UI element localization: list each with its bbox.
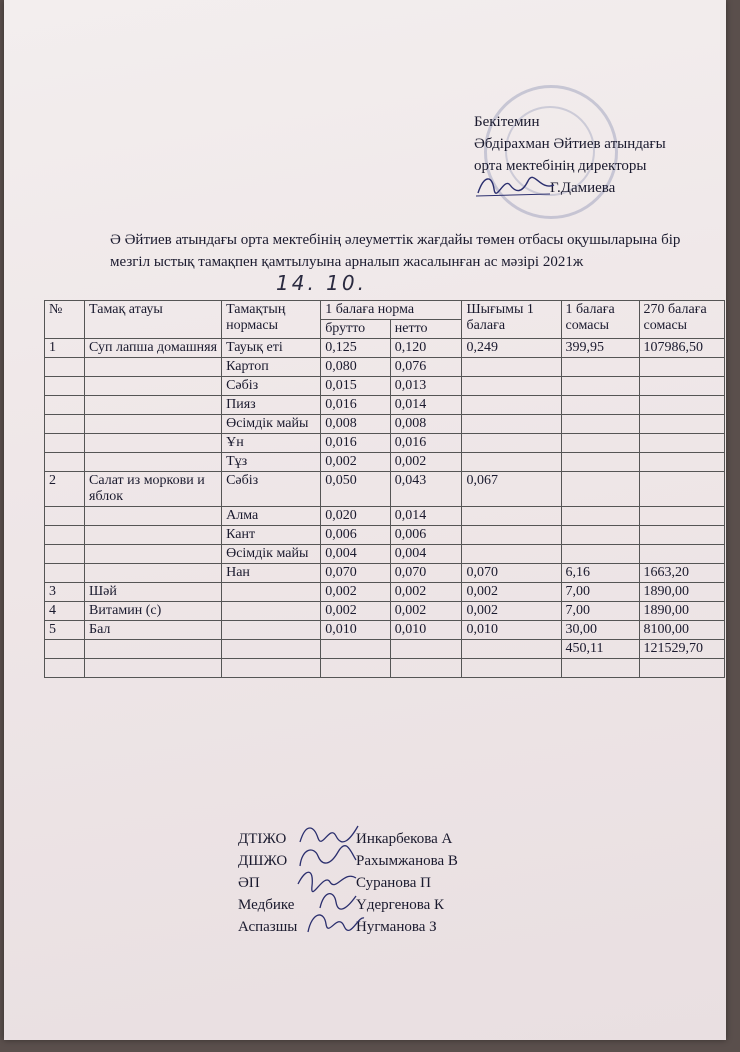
cell-yield [462,453,561,472]
cell-dish-name [85,526,222,545]
cell-dish-name: Салат из моркови и яблок [85,472,222,507]
cell-brutto: 0,006 [321,526,391,545]
document-page [4,0,726,1040]
cell-yield: 0,070 [462,564,561,583]
cell-dish-name [85,640,222,659]
table-row [45,583,725,602]
staff-role: Аспазшы [238,919,298,935]
cell-yield: 0,067 [462,472,561,507]
cell-netto: 0,006 [390,526,462,545]
staff-role: ӘП [238,875,260,891]
cell-yield: 0,002 [462,602,561,621]
cell-yield: 0,249 [462,339,561,358]
cell-yield: 0,010 [462,621,561,640]
cell-ingredient: Алма [222,507,321,526]
document-title: Ә Әйтиев атындағы орта мектебінің әлеуметтік жағдайы төмен отбасы оқушыларына бір мезгіл ыстық тамақпен қамтылуына арналып жасалынған ас мәзірі 2021ж [110,232,681,270]
cell-sum-270: 1890,00 [639,583,724,602]
cell-number [45,434,85,453]
table-row [45,434,725,453]
table-row [45,453,725,472]
cell-brutto: 0,125 [321,339,391,358]
staff-row [238,850,538,872]
cell-sum-270: 8100,00 [639,621,724,640]
cell-netto: 0,014 [390,396,462,415]
cell-number [45,640,85,659]
cell-sum-270 [639,545,724,564]
header-dish-name: Тамақ атауы [85,301,222,339]
table-row [45,339,725,358]
cell-ingredient [222,621,321,640]
staff-row [238,828,538,850]
table-row [45,396,725,415]
cell-sum-one [561,396,639,415]
staff-signatures [238,828,538,938]
header-child-norm: 1 балаға норма [321,301,462,320]
cell-ingredient: Өсімдік майы [222,415,321,434]
cell-sum-270 [639,358,724,377]
cell-number [45,564,85,583]
table-row [45,659,725,678]
cell-ingredient [222,583,321,602]
table-row [45,526,725,545]
cell-sum-one: 6,16 [561,564,639,583]
cell-brutto: 0,015 [321,377,391,396]
cell-ingredient: Тұз [222,453,321,472]
cell-number [45,358,85,377]
table-row [45,472,725,507]
cell-number: 4 [45,602,85,621]
cell-ingredient [222,659,321,678]
director-signature [474,171,556,201]
header-brutto: брутто [321,320,391,339]
approval-line-3: орта мектебінің директоры [474,158,647,174]
cell-netto: 0,004 [390,545,462,564]
cell-yield [462,507,561,526]
staff-role: ДШЖО [238,853,288,869]
table-row [45,358,725,377]
cell-ingredient [222,602,321,621]
cell-ingredient: Ұн [222,434,321,453]
staff-name: Суранова П [356,875,431,891]
table-row [45,507,725,526]
director-name: Г.Дамиева [550,180,616,196]
cell-netto: 0,120 [390,339,462,358]
cell-sum-270: 1890,00 [639,602,724,621]
cell-ingredient: Нан [222,564,321,583]
cell-sum-one [561,545,639,564]
header-sum-one: 1 балаға сомасы [561,301,639,339]
table-row [45,545,725,564]
handwritten-date: 14. 10. [276,271,367,295]
cell-dish-name: Шәй [85,583,222,602]
cell-sum-270 [639,659,724,678]
cell-dish-name [85,377,222,396]
cell-sum-270: 121529,70 [639,640,724,659]
cell-brutto: 0,080 [321,358,391,377]
cell-dish-name [85,358,222,377]
cell-sum-one [561,507,639,526]
approval-line-1: Бекітемин [474,114,540,130]
cell-dish-name [85,396,222,415]
cell-netto: 0,014 [390,507,462,526]
table-row [45,415,725,434]
cell-number [45,453,85,472]
cell-sum-270: 107986,50 [639,339,724,358]
staff-role: Медбике [238,897,295,913]
cell-netto: 0,010 [390,621,462,640]
cell-yield [462,358,561,377]
cell-brutto: 0,070 [321,564,391,583]
cell-number [45,396,85,415]
cell-ingredient: Тауық еті [222,339,321,358]
cell-sum-one: 7,00 [561,602,639,621]
header-number: № [45,301,85,339]
cell-number: 3 [45,583,85,602]
cell-ingredient: Пияз [222,396,321,415]
cell-sum-one [561,526,639,545]
cell-brutto: 0,016 [321,434,391,453]
cell-sum-270 [639,526,724,545]
cell-number: 2 [45,472,85,507]
cell-ingredient: Кант [222,526,321,545]
staff-row [238,916,538,938]
cell-ingredient: Өсімдік майы [222,545,321,564]
cell-brutto: 0,008 [321,415,391,434]
cell-dish-name: Бал [85,621,222,640]
cell-sum-one: 399,95 [561,339,639,358]
cell-yield [462,526,561,545]
cell-sum-270 [639,377,724,396]
table-row [45,602,725,621]
staff-name: Үдергенова К [356,897,445,913]
menu-table [44,300,725,678]
staff-role: ДТІЖО [238,831,287,847]
cell-sum-one [561,377,639,396]
cell-sum-270 [639,434,724,453]
staff-name: Рахымжанова В [356,853,458,869]
cell-brutto: 0,016 [321,396,391,415]
cell-sum-270 [639,415,724,434]
cell-dish-name [85,564,222,583]
cell-netto [390,640,462,659]
cell-number [45,415,85,434]
cell-yield [462,396,561,415]
cell-yield [462,434,561,453]
staff-signature [302,906,368,938]
cell-ingredient: Сәбіз [222,472,321,507]
table-row [45,621,725,640]
cell-netto: 0,076 [390,358,462,377]
table-row [45,640,725,659]
cell-netto: 0,043 [390,472,462,507]
cell-yield [462,659,561,678]
cell-number: 1 [45,339,85,358]
cell-yield [462,545,561,564]
cell-sum-one: 450,11 [561,640,639,659]
cell-dish-name [85,507,222,526]
staff-row [238,872,538,894]
cell-netto: 0,016 [390,434,462,453]
cell-sum-270 [639,396,724,415]
cell-brutto: 0,004 [321,545,391,564]
cell-sum-270 [639,472,724,507]
cell-dish-name [85,434,222,453]
cell-brutto [321,659,391,678]
cell-dish-name [85,659,222,678]
cell-number [45,377,85,396]
approval-line-2: Әбдірахман Әйтиев атындағы [474,136,666,152]
cell-ingredient: Картоп [222,358,321,377]
cell-netto [390,659,462,678]
cell-yield [462,377,561,396]
menu-table-body [45,339,725,678]
cell-netto: 0,002 [390,602,462,621]
header-sum-270: 270 балаға сомасы [639,301,724,339]
cell-dish-name: Суп лапша домашняя [85,339,222,358]
cell-brutto [321,640,391,659]
staff-name: Нугманова З [356,919,437,935]
cell-dish-name [85,415,222,434]
cell-brutto: 0,050 [321,472,391,507]
table-row [45,564,725,583]
header-food-norm: Тамақтың нормасы [222,301,321,339]
cell-dish-name: Витамин (с) [85,602,222,621]
cell-sum-one: 7,00 [561,583,639,602]
cell-dish-name [85,453,222,472]
cell-number [45,545,85,564]
table-row [45,377,725,396]
cell-netto: 0,002 [390,453,462,472]
cell-ingredient: Сәбіз [222,377,321,396]
cell-sum-one [561,358,639,377]
header-yield: Шығымы 1 балаға [462,301,561,339]
cell-brutto: 0,002 [321,602,391,621]
cell-dish-name [85,545,222,564]
cell-sum-270: 1663,20 [639,564,724,583]
cell-number [45,659,85,678]
cell-yield [462,640,561,659]
staff-row [238,894,538,916]
staff-name: Инкарбекова А [356,831,453,847]
cell-number [45,507,85,526]
cell-netto: 0,070 [390,564,462,583]
director-signature-line [474,177,734,199]
cell-netto: 0,013 [390,377,462,396]
header-netto: нетто [390,320,462,339]
cell-sum-270 [639,507,724,526]
cell-brutto: 0,002 [321,453,391,472]
cell-sum-one [561,659,639,678]
cell-sum-one [561,453,639,472]
cell-brutto: 0,010 [321,621,391,640]
cell-sum-one: 30,00 [561,621,639,640]
cell-yield: 0,002 [462,583,561,602]
cell-sum-one [561,415,639,434]
cell-ingredient [222,640,321,659]
cell-number: 5 [45,621,85,640]
cell-yield [462,415,561,434]
cell-brutto: 0,020 [321,507,391,526]
cell-sum-one [561,472,639,507]
cell-sum-270 [639,453,724,472]
cell-brutto: 0,002 [321,583,391,602]
cell-netto: 0,008 [390,415,462,434]
cell-number [45,526,85,545]
cell-sum-one [561,434,639,453]
cell-netto: 0,002 [390,583,462,602]
approval-block [474,111,734,199]
